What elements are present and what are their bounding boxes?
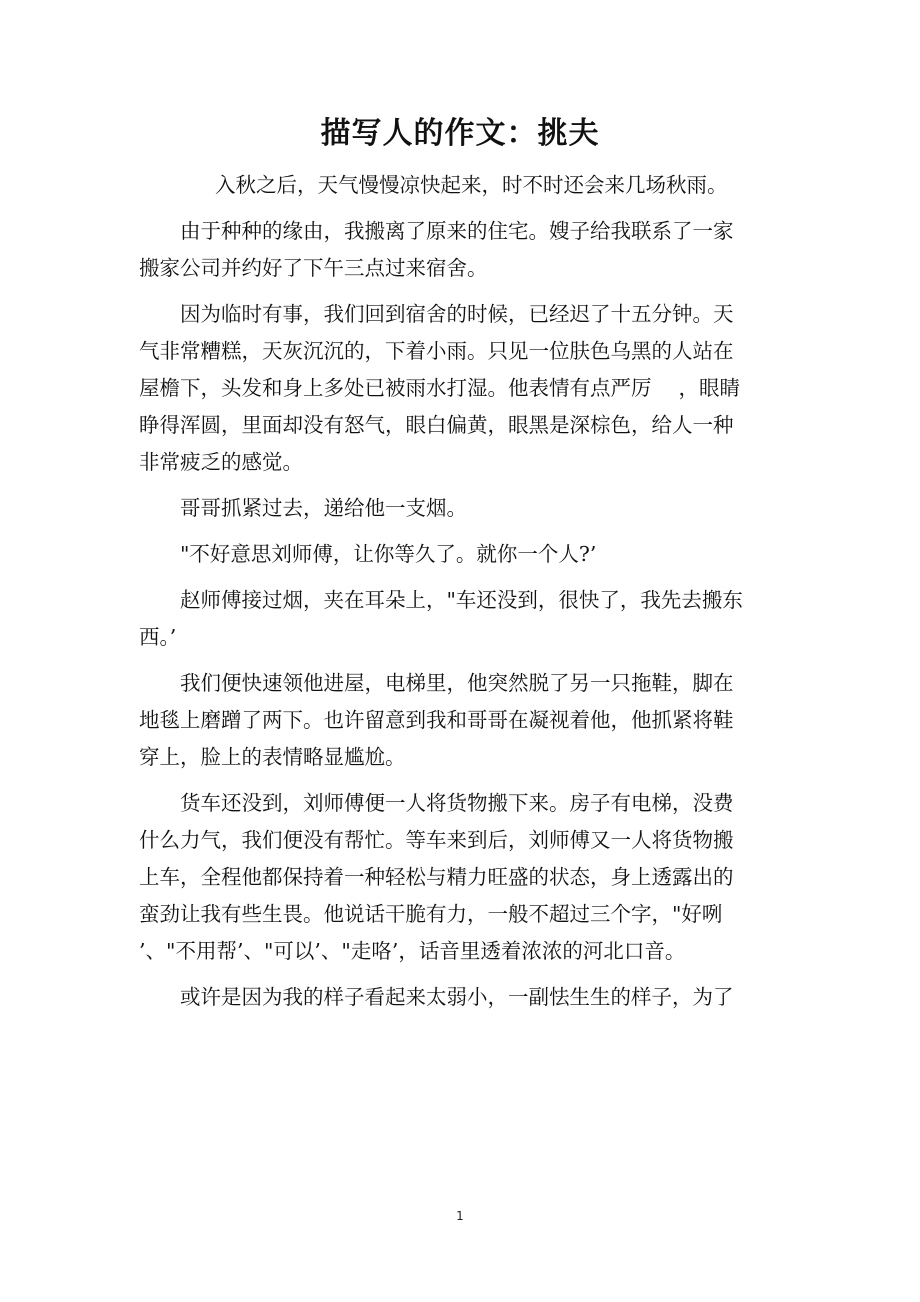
paragraph: [139, 665, 784, 776]
paragraph-line: 或许是因为我的样子看起来太弱小，一副怯生生的样子，为了: [180, 985, 734, 1009]
paragraph-line: 蛮劲让我有些生畏。他说话干脆有力，一般不超过三个字，"好咧: [139, 902, 723, 926]
paragraph: [139, 979, 784, 1016]
page-number: 1: [456, 1209, 464, 1223]
paragraph-line: 赵师傅接过烟，夹在耳朵上，"车还没到，很快了，我先去搬东: [180, 588, 743, 612]
paragraph-line: 哥哥抓紧过去，递给他一支烟。: [180, 496, 467, 520]
document-title: 描写人的作文：挑夫: [320, 116, 600, 151]
paragraph-line: 地毯上磨蹭了两下。也许留意到我和哥哥在凝视着他，他抓紧将鞋: [139, 708, 734, 732]
paragraph: [139, 296, 784, 481]
intro-line: 入秋之后，天气慢慢凉快起来，时不时还会来几场秋雨。: [215, 173, 728, 197]
paragraph: [139, 213, 784, 287]
document-body: [139, 213, 784, 1025]
paragraph-line: 睁得浑圆，里面却没有怒气，眼白偏黄，眼黑是深棕色，给人一种: [139, 413, 734, 437]
paragraph-line: 上车，全程他都保持着一种轻松与精力旺盛的状态，身上透露出的: [139, 865, 734, 889]
paragraph-line: "不好意思刘师傅，让你等久了。就你一个人?’: [180, 542, 597, 566]
paragraph-line: 由于种种的缘由，我搬离了原来的住宅。嫂子给我联系了一家: [180, 219, 734, 243]
paragraph: [139, 582, 784, 656]
paragraph-line: 屋檐下，头发和身上多处已被雨水打湿。他表情有点严厉 ，眼睛: [139, 376, 741, 400]
paragraph-line: 非常疲乏的感觉。: [139, 450, 303, 474]
paragraph-line: 气非常糟糕，天灰沉沉的，下着小雨。只见一位肤色乌黑的人站在: [139, 339, 734, 363]
paragraph-line: 货车还没到，刘师傅便一人将货物搬下来。房子有电梯，没费: [180, 791, 734, 815]
paragraph-line: 搬家公司并约好了下午三点过来宿舍。: [139, 256, 488, 280]
paragraph: [139, 536, 784, 573]
paragraph-line: 什么力气，我们便没有帮忙。等车来到后，刘师傅又一人将货物搬: [139, 828, 734, 852]
paragraph-line: 我们便快速领他进屋，电梯里，他突然脱了另一只拖鞋，脚在: [180, 671, 734, 695]
paragraph-line: 穿上，脸上的表情略显尴尬。: [139, 745, 406, 769]
paragraph-line: ’、"不用帮’、"可以’、"走咯’，话音里透着浓浓的河北口音。: [139, 939, 686, 963]
paragraph: [139, 785, 784, 970]
paragraph-line: 因为临时有事，我们回到宿舍的时候，已经迟了十五分钟。天: [180, 302, 734, 326]
paragraph: [139, 490, 784, 527]
paragraph-line: 西。’: [139, 625, 177, 649]
